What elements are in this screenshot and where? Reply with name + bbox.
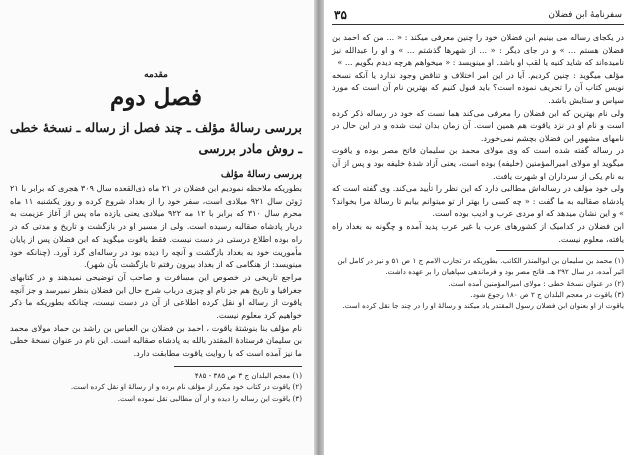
paragraph: مراجع تاریخی در خصوص این مسافرت و صاحب آن توضیحی نمیدهند و در کتابهای جغرافیا و تاریخ هم جز نام او چیزی درباب شرح حال ابن فضلان بنظر نمیرسد و جز آنچه یاقوت از رساله او نقل کرده اطلاعی از آن در دست نیست، چنانکه بطوریکه ما ذکر خواهیم کرد معلوم نیست. bbox=[10, 271, 302, 321]
paragraph: بطوریکه ملاحظه نمودیم ابن فضلان در ۲۱ ماه ذی‌القعده سال ۳۰۹ هجری که برابر با ۲۱ ژوئن سال ۹۲۱ میلادی است، سفر خود را از بغداد شروع کرده و روز یکشنبه ۱۱ ماه محرم سال ۳۱۰ که برابر با ۱۲ مه ۹۲۲ میلادی یعنی یازده ماه پس از آغاز عزیمت به دربار پادشاه صقالبه رسیده است. ولی از مسیر او در بازگشت و تاریخ و مدتی که در راه بوده اطلاع درستی در دست نیست. فقط یاقوت میگوید که ابن فضلان پس از پایان مأموریت خود به بغداد بازگشت و آنچه را دیده بود در رساله‌ای گرد آورد. (چنانکه خود مینویسد: از هنگامی که از بغداد بیرون رفتم تا بازگشت بآن شهر). bbox=[10, 183, 303, 270]
paragraph: نام مؤلف بنا بنوشتهٔ یاقوت ، احمد بن فضلان بن العباس بن راشد بن حماد مولای محمد بن سلیمان فرستادهٔ المقتدر بالله به پادشاه صقالبه است. این نام در عنوان نسخهٔ خطی ما نیز آمده است که با روایت یاقوت مطابقت دارد. bbox=[10, 322, 302, 359]
footnote: (۳) یاقوت این رساله را دیده و از آن مطالبی نقل نموده است. bbox=[117, 393, 302, 403]
paragraph: ابن فضلان در کدامیک از کشورهای عرب یا غیر عرب پدید آمده و چگونه به بغداد راه یافته، معلوم نیست. bbox=[332, 220, 624, 244]
paragraph: در یکجای رساله می بینیم ابن فضلان خود را چنین معرفی میکند : « ... من که احمد بن فضلان هستم ... » و در جای دیگر : « ... از شهرها گذشتم ... » و او را عبدالله نیز نامیده‌اند که شاید کنیه یا لقب او باشد. او مینویسد : « میخواهم هرچه دیدم بگویم ... » bbox=[332, 32, 624, 68]
paragraph: در رساله گفته شده است که وی مولای محمد بن سلیمان فاتح مصر بوده و یاقوت میگوید او مولای امیرالمؤمنین (خلیفه) بوده است، یعنی آزاد شدهٔ خلیفه بود و پس از آن به نام یکی از سرداران او شهرت یافت. bbox=[332, 145, 624, 181]
paragraph: ولی خود مؤلف در رساله‌اش مطالبی دارد که این نظر را تأیید می‌کند. وی گفته است که پادشاه صقالبه به ما گفت : « چه کسی را بهتر از تو میتوانم بیابم تا رسالهٔ مرا بخواند؟ » و این نشان میدهد که او مردی عرب و ادیب بوده است. bbox=[332, 183, 624, 219]
footnote: (۲) در عنوان نسخهٔ خطی : مولای امیرالمؤمنین آمده است. bbox=[448, 278, 624, 288]
paragraph: مؤلف میگوید : چنین کردیم. آیا در این امر اختلاف و تناقض وجود ندارد یا آنکه نسخه نویس کتاب آن را تحریف نموده است؟ باید قبول کنیم که بهترین نام آن است که مورد سپاس و ستایش باشد. bbox=[332, 69, 624, 105]
book-gutter bbox=[314, 0, 324, 455]
running-head-title: سفرنامهٔ ابن فضلان bbox=[548, 10, 622, 20]
body-text bbox=[10, 182, 302, 360]
footnote: (۳) یاقوت در معجم البلدان ج ۲ ص ۱۸۰ رجوع شود. bbox=[470, 289, 624, 299]
footnotes bbox=[10, 370, 302, 405]
running-head bbox=[332, 8, 624, 25]
chapter-title: فصل دوم bbox=[110, 84, 202, 111]
footnote: یاقوت از او بعنوان ابن فضلان رسول المقتدر یاد میکند و رسالهٔ او را در چند جا نقل کرده است. bbox=[342, 300, 624, 310]
paragraph: ولی نام بهترین که ابن فضلان را معرفی می‌کند هما نست که خود در رساله ذکر کرده است و نام او در نزد یاقوت هم همین است. آن زمان بدان ثبت شده و در این حال در نامهای مشهور ابن فضلان بچشم نمی‌خورد. bbox=[332, 107, 624, 143]
footnote: (۱) معجم البلدان ج ۳ ص ۳۸۵ - ۴۸۵ bbox=[194, 370, 302, 380]
body-text bbox=[332, 31, 624, 245]
footnote: (۲) یاقوت در کتاب خود مکرر از مؤلف نام برده و از رسالهٔ او نقل کرده است. bbox=[70, 382, 302, 392]
footnote: (۱) محمد بن سلیمان بن ابوالمنذر الکاتب. بطوریکه در تجارب الامم ج ۱ ص ۵۱ و نیز در کامل ابن اثیر آمده، در سال ۲۹۲ هـ. فاتح مصر بود و فرماندهی سپاهیان را بر عهده داشت. bbox=[337, 256, 624, 277]
section-label: مقدمه bbox=[144, 70, 168, 80]
right-page bbox=[324, 0, 638, 455]
left-page bbox=[0, 0, 314, 455]
footnotes bbox=[332, 255, 624, 311]
subheading: بررسی رسالهٔ مؤلف bbox=[220, 169, 302, 180]
footnote-rule bbox=[496, 250, 624, 251]
chapter-subtitle: بررسی رسالهٔ مؤلف ـ چند فصل از رساله ـ نسخهٔ خطی ـ روش مادر بررسی bbox=[10, 120, 302, 156]
footnote-rule bbox=[174, 366, 302, 367]
page-number: ۳۵ bbox=[334, 8, 347, 22]
